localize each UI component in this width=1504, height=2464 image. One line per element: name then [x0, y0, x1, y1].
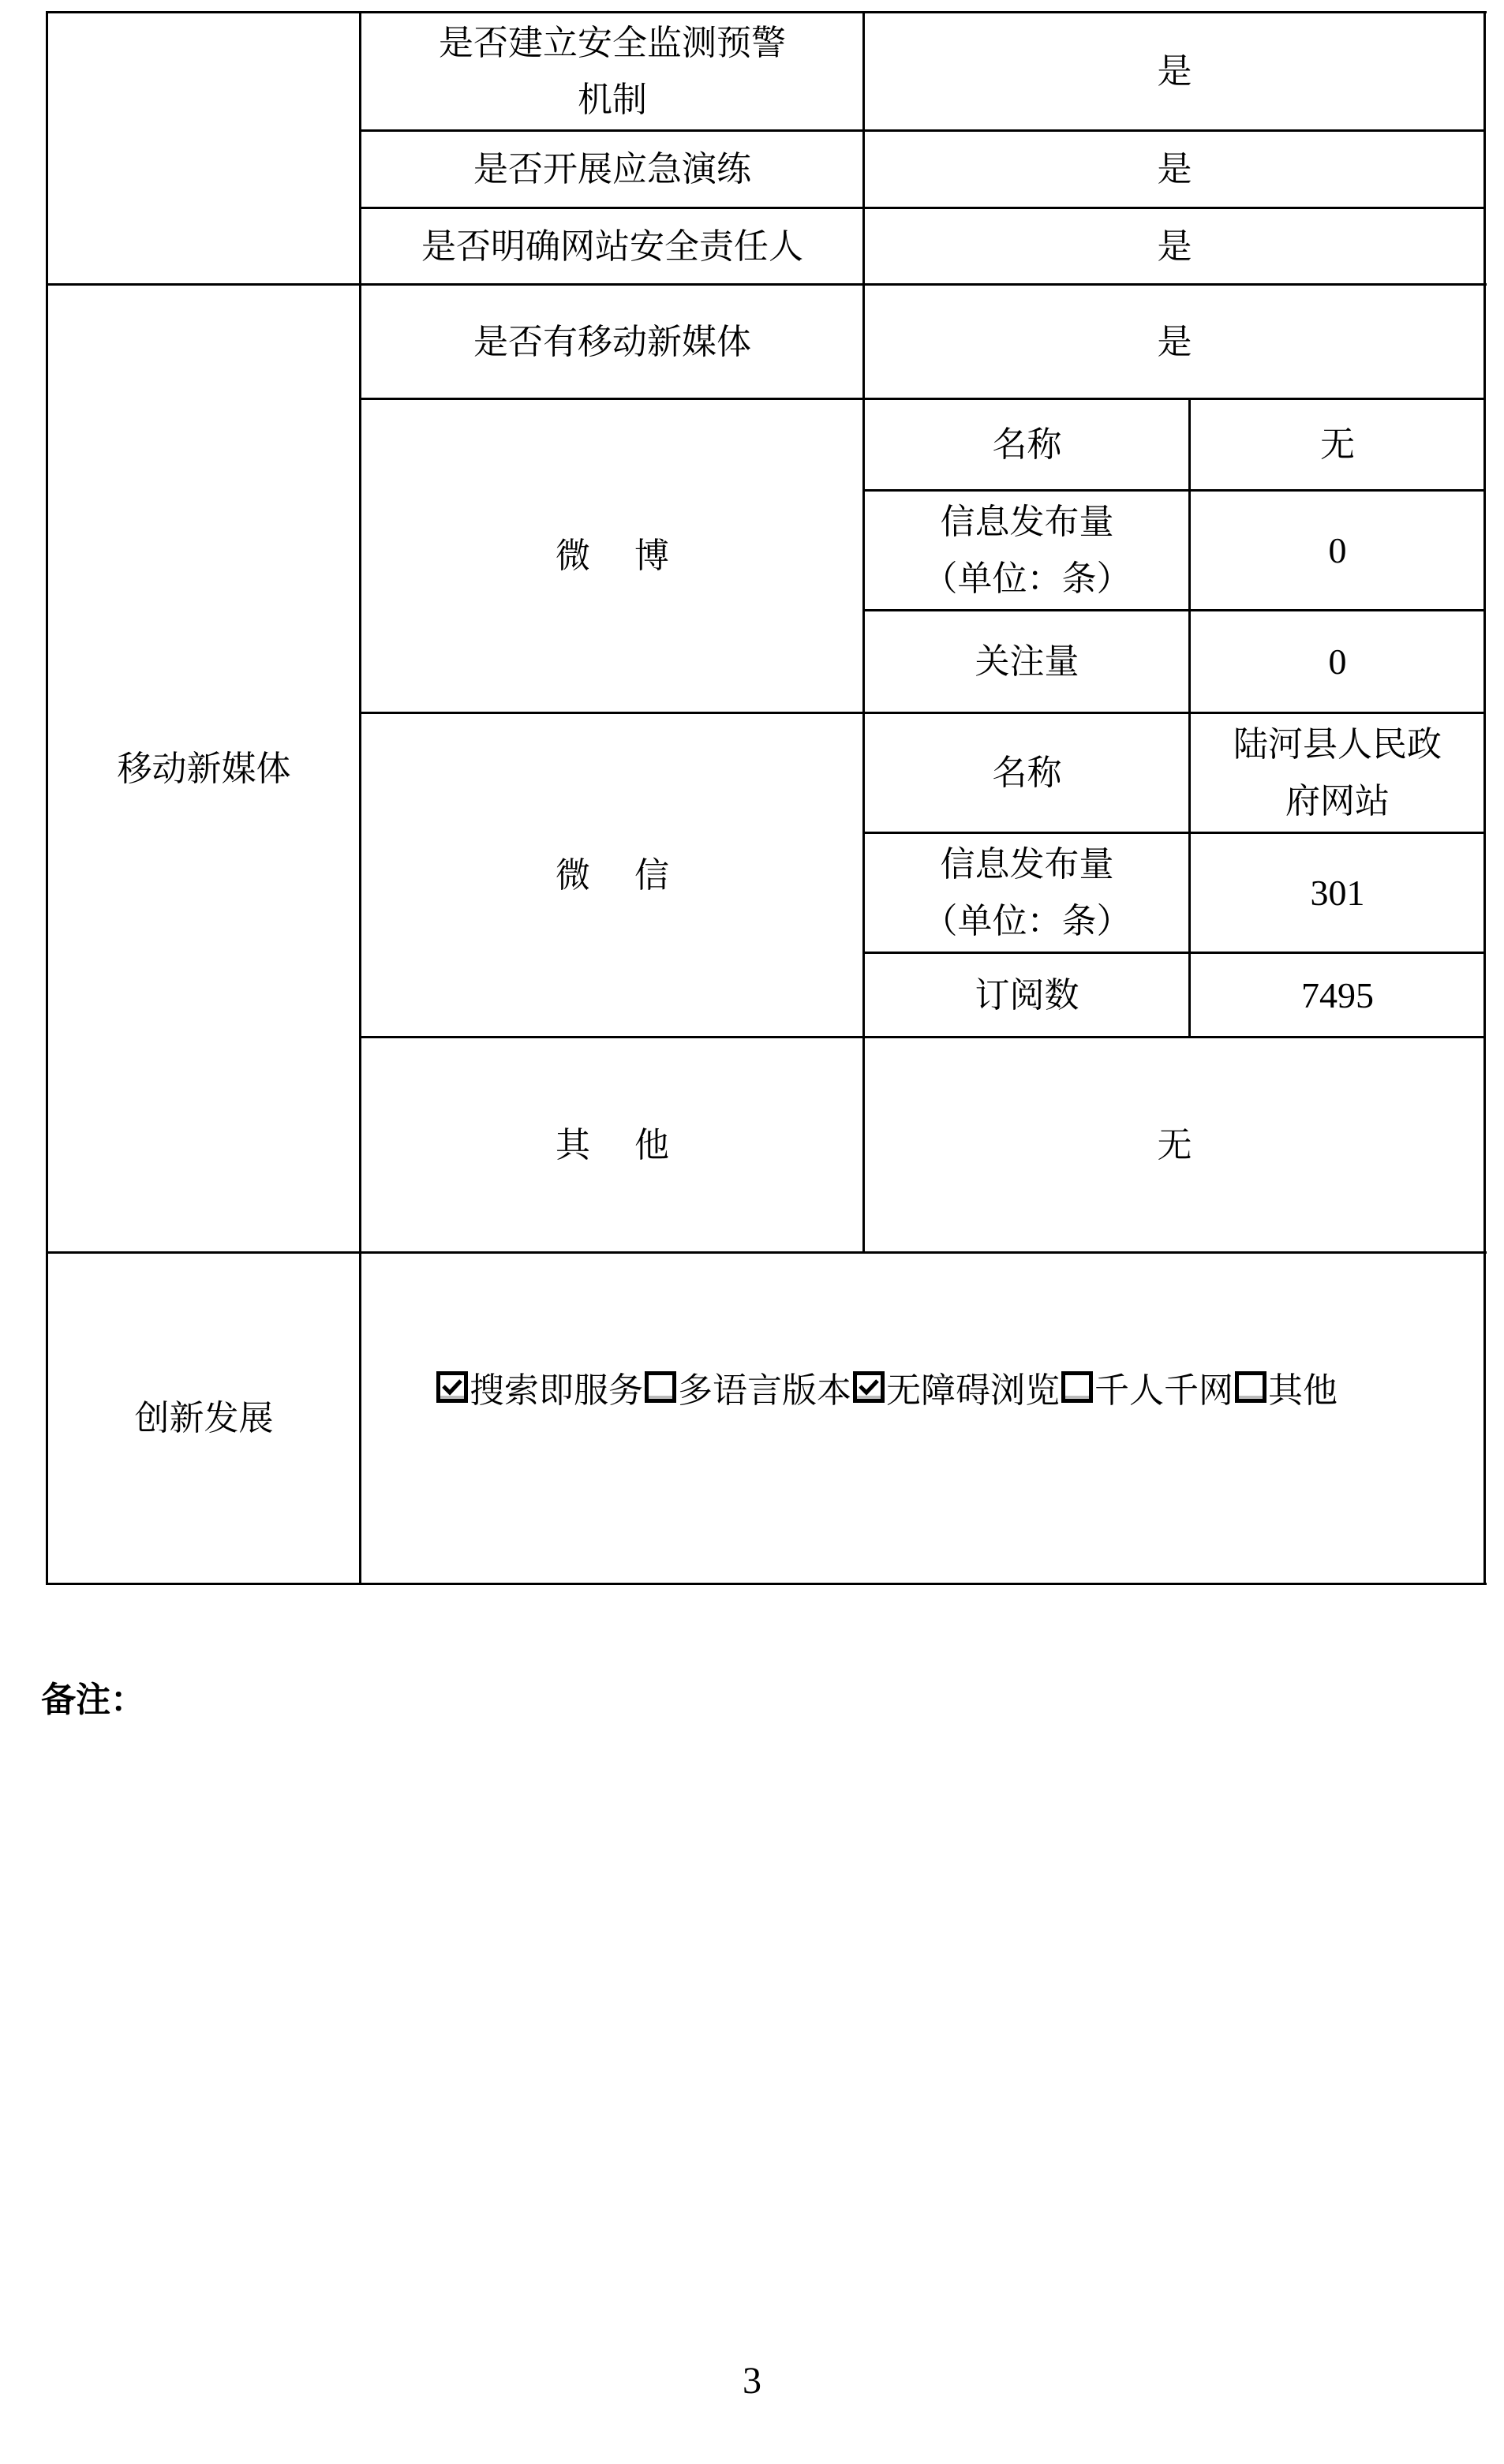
option-label: 搜索即服务: [470, 1370, 643, 1411]
checkbox-checked-icon[interactable]: [436, 1371, 468, 1403]
weibo-followers-label-text: 关注量: [975, 641, 1079, 682]
weibo-posts-value: [1191, 492, 1484, 610]
checkbox-unchecked-icon[interactable]: [1235, 1371, 1266, 1403]
emergency-drill-label-text: 是否开展应急演练: [473, 149, 751, 189]
has-mobile-media-value: [865, 286, 1484, 398]
other-media-label-text: 其 他: [556, 1124, 669, 1165]
option-other[interactable]: [1235, 1362, 1339, 1412]
option-personalized-site[interactable]: [1061, 1362, 1235, 1412]
weixin-subscribers-label-text: 订阅数: [975, 974, 1079, 1015]
weibo-name-label: [865, 400, 1189, 490]
has-mobile-media-label: [361, 286, 863, 398]
weibo-followers-label: [865, 611, 1189, 712]
checkbox-unchecked-icon[interactable]: [645, 1371, 676, 1403]
weibo-label: [361, 400, 863, 712]
emergency-drill-value: [865, 132, 1484, 208]
option-label: 多语言版本: [678, 1370, 851, 1411]
checkbox-unchecked-icon[interactable]: [1061, 1371, 1093, 1403]
weibo-followers-value: [1191, 611, 1484, 712]
weibo-followers-value-text: 0: [1328, 641, 1347, 682]
weixin-posts-label: [865, 834, 1189, 952]
option-label: 其他: [1268, 1370, 1338, 1411]
weixin-name-label: [865, 714, 1189, 832]
weixin-label: [361, 714, 863, 1037]
mobile-media-section-label: [48, 286, 360, 1252]
security-officer-value: [865, 209, 1484, 284]
innovation-section-label: [48, 1254, 360, 1583]
security-officer-label-text: 是否明确网站安全责任人: [421, 226, 803, 267]
weixin-posts-label-line2: （单位：条）: [922, 901, 1132, 941]
emergency-drill-label: [361, 132, 863, 208]
innovation-section-label-text: 创新发展: [134, 1398, 274, 1438]
weixin-name-label-text: 名称: [992, 753, 1062, 793]
option-label: 无障碍浏览: [886, 1370, 1060, 1411]
security-monitor-label-line1: 是否建立安全监测预警: [439, 23, 786, 63]
weixin-posts-value-text: 301: [1310, 873, 1365, 913]
weixin-name-value-line1: 陆河县人民政: [1233, 724, 1442, 765]
security-monitor-value: [865, 13, 1484, 130]
remark-label: 备注：: [41, 1680, 145, 1720]
weixin-subscribers-value-text: 7495: [1301, 974, 1374, 1015]
other-media-value: [865, 1038, 1484, 1252]
innovation-options: [436, 1363, 1339, 1411]
weixin-subscribers-label: [865, 954, 1189, 1037]
security-officer-value-text: 是: [1157, 226, 1192, 267]
weibo-posts-label-line2: （单位：条）: [922, 559, 1132, 599]
emergency-drill-value-text: 是: [1157, 149, 1192, 189]
page-number: 3: [743, 2360, 761, 2402]
option-multilingual[interactable]: [645, 1362, 853, 1412]
security-monitor-label-line2: 机制: [578, 80, 647, 120]
option-accessible-browsing[interactable]: [853, 1362, 1061, 1412]
security-monitor-label: [361, 13, 863, 130]
weibo-posts-label: [865, 492, 1189, 610]
other-media-value-text: 无: [1157, 1124, 1192, 1165]
has-mobile-media-label-text: 是否有移动新媒体: [473, 321, 751, 362]
weixin-posts-label-line1: 信息发布量: [940, 844, 1114, 884]
weibo-name-label-text: 名称: [992, 424, 1062, 465]
option-search-as-service[interactable]: [436, 1362, 645, 1412]
other-media-label: [361, 1038, 863, 1252]
weixin-name-value: [1191, 714, 1484, 832]
weibo-name-value-text: 无: [1320, 424, 1355, 465]
weixin-posts-value: [1191, 834, 1484, 952]
weixin-name-value-line2: 府网站: [1285, 781, 1390, 821]
mobile-media-section-label-text: 移动新媒体: [117, 748, 291, 789]
weibo-name-value: [1191, 400, 1484, 490]
checkbox-checked-icon[interactable]: [853, 1371, 885, 1403]
security-monitor-value-text: 是: [1157, 51, 1192, 92]
weibo-posts-label-line1: 信息发布量: [940, 502, 1114, 542]
weibo-posts-value-text: 0: [1328, 530, 1347, 570]
option-label: 千人千网: [1094, 1370, 1233, 1411]
has-mobile-media-value-text: 是: [1157, 321, 1192, 362]
weixin-subscribers-value: [1191, 954, 1484, 1037]
weibo-label-text: 微 博: [556, 536, 669, 576]
weixin-label-text: 微 信: [556, 854, 669, 895]
security-officer-label: [361, 209, 863, 284]
